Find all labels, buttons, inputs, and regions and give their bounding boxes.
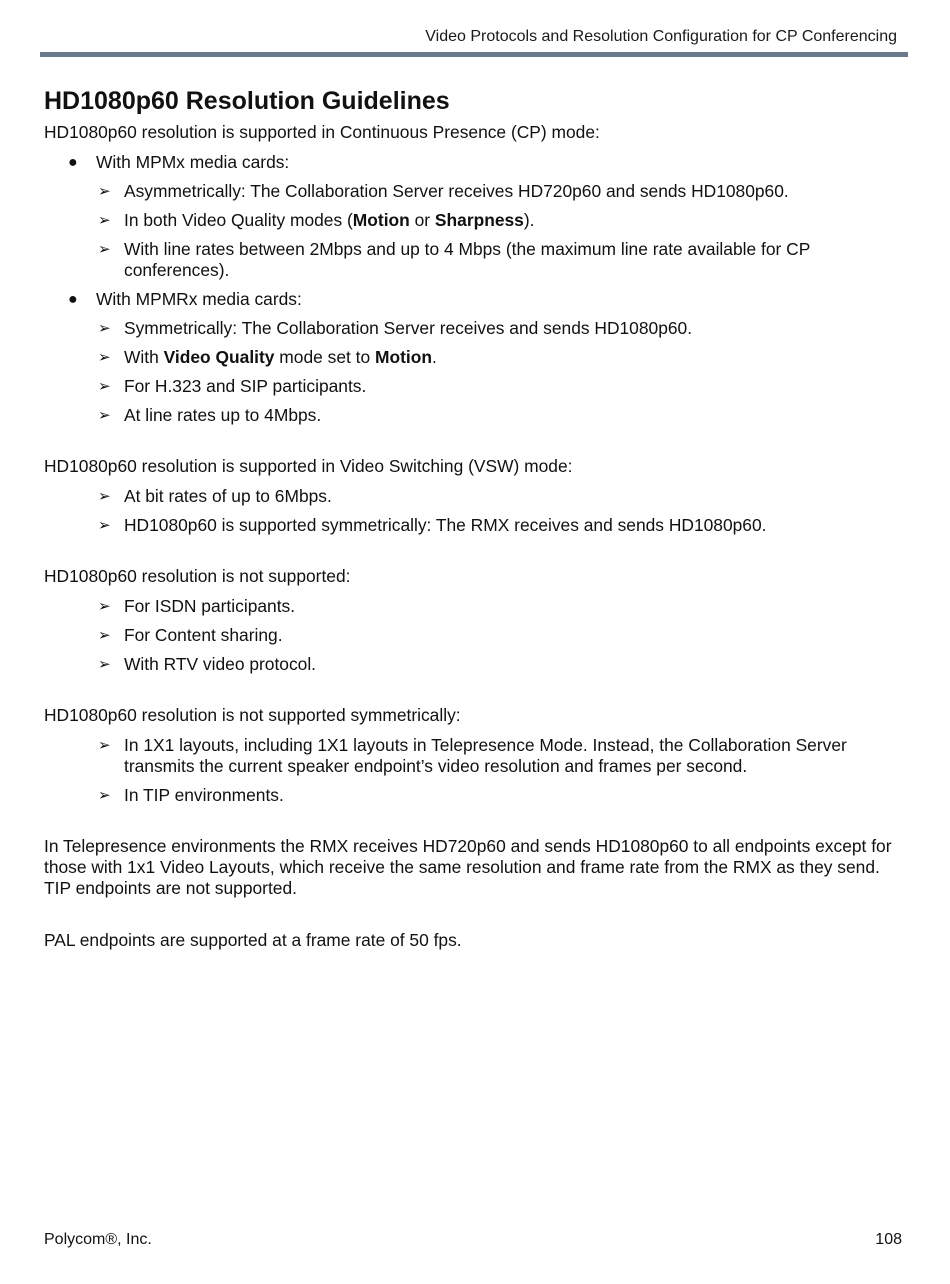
- vsw-intro: HD1080p60 resolution is supported in Video Switching (VSW) mode:: [44, 456, 573, 476]
- arrow-bullet-icon: ➢: [98, 656, 111, 673]
- list-item-text: Asymmetrically: The Collaboration Server receives HD720p60 and sends HD1080p60.: [124, 181, 789, 201]
- mpmrx-sub-list: [96, 318, 904, 426]
- list-item-text: HD1080p60 is supported symmetrically: The RMX receives and sends HD1080p60.: [124, 515, 767, 535]
- arrow-bullet-icon: ➢: [98, 787, 111, 804]
- list-item-text: At line rates up to 4Mbps.: [124, 405, 322, 425]
- list-item-text: .: [431, 347, 437, 367]
- list-item-text: In 1X1 layouts, including 1X1 layouts in Telepresence Mode. Instead, the Collaboration Server transmits the current speaker endpoint’s video resolution and frames per second.: [124, 735, 847, 776]
- list-item-text: For H.323 and SIP participants.: [124, 376, 367, 396]
- arrow-bullet-icon: ➢: [98, 378, 111, 395]
- list-item-text: At bit rates of up to 6Mbps.: [124, 486, 332, 506]
- pal-paragraph: PAL endpoints are supported at a frame rate of 50 fps.: [44, 930, 462, 950]
- spacer: [44, 544, 904, 566]
- list-item: [44, 654, 904, 675]
- footer-company: Polycom®, Inc.: [44, 1231, 152, 1248]
- list-item: [96, 376, 904, 397]
- vsw-list: [44, 486, 904, 536]
- list-item: [96, 405, 904, 426]
- arrow-bullet-icon: ➢: [98, 320, 111, 337]
- bold-term: Motion: [374, 347, 432, 367]
- arrow-bullet-icon: ➢: [98, 183, 111, 200]
- list-item-text: ).: [523, 210, 535, 230]
- bold-term: Video Quality: [163, 347, 275, 367]
- arrow-bullet-icon: ➢: [98, 349, 111, 366]
- list-item-text: mode set to: [274, 347, 375, 367]
- bullet-icon: ●: [68, 291, 78, 308]
- spacer: [44, 683, 904, 705]
- spacer: [44, 434, 904, 456]
- list-item: [44, 515, 904, 536]
- list-item-text: Symmetrically: The Collaboration Server receives and sends HD1080p60.: [124, 318, 693, 338]
- list-item-text: For Content sharing.: [124, 625, 283, 645]
- header-rule: [40, 52, 908, 57]
- list-item: [44, 486, 904, 507]
- page-number: 108: [875, 1231, 902, 1248]
- not-symmetric-intro: HD1080p60 resolution is not supported symmetrically:: [44, 705, 461, 725]
- not-supported-intro: HD1080p60 resolution is not supported:: [44, 566, 351, 586]
- page-content: [44, 86, 904, 960]
- list-item: [44, 596, 904, 617]
- arrow-bullet-icon: ➢: [98, 598, 111, 615]
- mpmrx-label: With MPMRx media cards:: [96, 289, 302, 309]
- not-supported-list: [44, 596, 904, 675]
- arrow-bullet-icon: ➢: [98, 488, 111, 505]
- mpmx-label: With MPMx media cards:: [96, 152, 290, 172]
- list-item-text: For ISDN participants.: [124, 596, 296, 616]
- list-item: [96, 318, 904, 339]
- list-item-text: In TIP environments.: [124, 785, 284, 805]
- list-item: [44, 785, 904, 806]
- arrow-bullet-icon: ➢: [98, 212, 111, 229]
- cp-bullet-list: [44, 152, 904, 426]
- bold-term: Sharpness: [434, 210, 524, 230]
- arrow-bullet-icon: ➢: [98, 241, 111, 258]
- arrow-bullet-icon: ➢: [98, 517, 111, 534]
- telepresence-paragraph: In Telepresence environments the RMX receives HD720p60 and sends HD1080p60 to all endpoints except for those with 1x1 Video Layouts, which receive the same resolution and frame rate from the RMX as they send. TIP endpoints are not supported.: [44, 836, 892, 898]
- mpmx-sub-list: [96, 181, 904, 281]
- spacer: [44, 908, 904, 930]
- list-item-text: or: [409, 210, 435, 230]
- list-item: [44, 625, 904, 646]
- list-item-text: With RTV video protocol.: [124, 654, 317, 674]
- list-item: [44, 735, 904, 777]
- list-item: [44, 152, 904, 281]
- bold-term: Motion: [352, 210, 410, 230]
- cp-intro: HD1080p60 resolution is supported in Continuous Presence (CP) mode:: [44, 122, 600, 142]
- list-item-text: With line rates between 2Mbps and up to 4 Mbps (the maximum line rate available for CP conferences).: [124, 239, 810, 280]
- list-item: [96, 347, 904, 368]
- spacer: [44, 814, 904, 836]
- bullet-icon: ●: [68, 154, 78, 171]
- page-title: HD1080p60 Resolution Guidelines: [44, 87, 450, 115]
- list-item: [96, 239, 904, 281]
- arrow-bullet-icon: ➢: [98, 627, 111, 644]
- list-item: [96, 210, 904, 231]
- running-header: Video Protocols and Resolution Configuration for CP Conferencing: [425, 28, 897, 45]
- list-item: [44, 289, 904, 426]
- list-item: [96, 181, 904, 202]
- arrow-bullet-icon: ➢: [98, 737, 111, 754]
- list-item-text: In both Video Quality modes (: [124, 210, 353, 230]
- not-symmetric-list: [44, 735, 904, 806]
- list-item-text: With: [124, 347, 164, 367]
- arrow-bullet-icon: ➢: [98, 407, 111, 424]
